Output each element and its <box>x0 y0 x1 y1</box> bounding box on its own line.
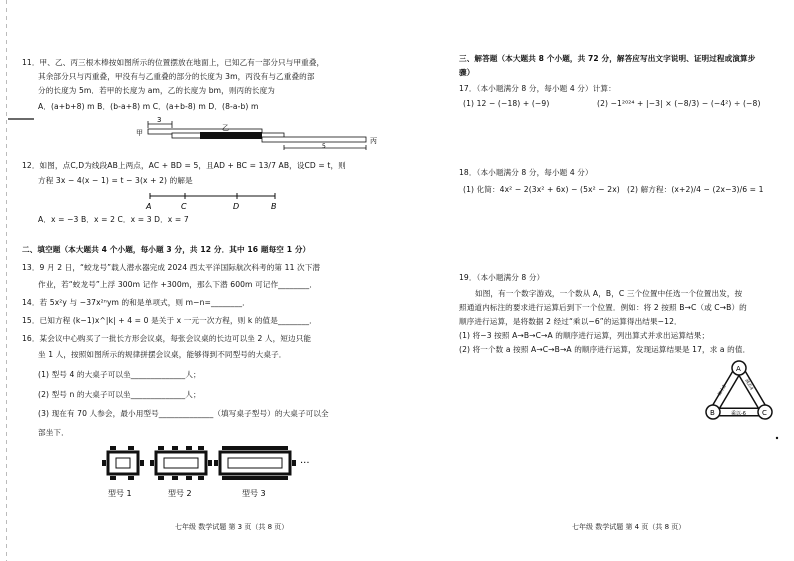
edge-ac-label: 减去4 <box>743 378 754 392</box>
model-1-label: 型号 1 <box>108 489 132 498</box>
edge-ab-label: 加上3 <box>717 384 728 397</box>
q17-title: 17．（本小题满分 8 分，每小题 4 分）计算： <box>459 84 616 93</box>
q16-line-1: 16．某会议中心购买了一批长方形会议桌，每张会议桌的长边可以坐 2 人，短边只能 <box>22 334 312 343</box>
q17-part-1: (1) 12 − (−18) + (−9) <box>463 99 550 108</box>
binding-line <box>6 0 7 561</box>
q11-options: A．(a+b+8) m B．(b-a+8) m C．(a+b-8) m D．(8-a-b) m <box>38 102 259 111</box>
q19-line-3: 顺序进行运算，是将数据 2 经过“乘以−6”的运算得出结果−12． <box>459 317 682 326</box>
model-3-label: 型号 3 <box>242 489 266 498</box>
q19-triangle-figure <box>707 360 787 430</box>
q18-title: 18．（本小题满分 8 分，每小题 4 分） <box>459 168 593 177</box>
footer-page-3: 七年级 数学试题 第 3 页（共 8 页） <box>175 523 289 531</box>
more-ellipsis: ··· <box>300 458 310 469</box>
q11-line-3: 分的长度为 5m．若甲的长度为 am，乙的长度为 bm，则丙的长度为 <box>38 86 275 95</box>
q14: 14．若 5x²y 与 −37x²ⁿym 的和是单项式，则 m−n=________． <box>22 298 250 307</box>
q11-label-bing: 丙 <box>370 137 377 145</box>
point-a: A <box>146 202 152 211</box>
q16-part-2: (2) 型号 n 的大桌子可以坐______________人； <box>38 390 201 399</box>
table-model-3 <box>214 446 296 480</box>
q18-part-2: (2) 解方程：(x+2)/4 − (2x−3)/6 = 1 <box>627 185 764 194</box>
overlap-shade <box>200 132 262 139</box>
point-c: C <box>181 202 187 211</box>
point-d: D <box>233 202 240 211</box>
q11-label-3: 3 <box>157 116 162 124</box>
q16-line-2: 坐 1 人，按照如图所示的规律拼摆会议桌，能够得到不同型号的大桌子． <box>38 350 287 359</box>
q19-line-2: 照通道内标注的要求进行运算后到下一个位置．例如：将 2 按照 B→C（或 C→B）的 <box>459 303 747 312</box>
footer-page-4: 七年级 数学试题 第 4 页（共 8 页） <box>572 523 686 531</box>
node-c-label: C <box>762 409 767 417</box>
model-2-label: 型号 2 <box>168 489 192 498</box>
q16-table-figure <box>100 442 400 517</box>
section-3-heading-2: 骤） <box>459 68 475 77</box>
q16-part-3-cont: 部坐下． <box>38 428 69 437</box>
q18-part-1: (1) 化简：4x² − 2(3x² + 6x) − (5x² − 2x) <box>463 185 620 194</box>
q19-line-1: 如图，有一个数字游戏，一个数从 A，B，C 三个位置中任选一个位置出发，按 <box>475 289 743 298</box>
q16-part-1: (1) 型号 4 的大桌子可以坐______________人； <box>38 370 201 379</box>
q11-line-1: 11．甲、乙、丙三根木棒按如图所示的位置摆放在地面上，已知乙有一部分只与甲重叠， <box>22 58 325 67</box>
page-4 <box>397 0 794 561</box>
q19-part-2: (2) 将一个数 a 按照 A→C→B→A 的顺序进行运算，发现运算结果是 17，求 a 的值． <box>459 345 751 354</box>
q19-title: 19．（本小题满分 8 分） <box>459 273 545 282</box>
node-a-label: A <box>736 365 741 373</box>
node-b-label: B <box>710 409 715 417</box>
q11-label-5: 5 <box>322 143 326 150</box>
edge-bc-label: 乘以-6 <box>731 411 746 417</box>
table-model-1 <box>102 446 144 480</box>
section-2-heading: 二、填空题（本大题共 4 个小题，每小题 3 分，共 12 分．其中 16 题每空 1 分） <box>22 245 311 254</box>
q11-stick-figure <box>0 112 397 152</box>
q11-label-yi: 乙 <box>222 124 229 132</box>
section-3-heading-1: 三、解答题（本大题共 8 个小题，共 72 分，解答应写出文字说明、证明过程或演算步 <box>459 54 756 63</box>
q12-line-2: 方程 3x − 4(x − 1) = t − 3(x + 2) 的解是 <box>38 176 193 185</box>
q16-part-3: (3) 现在有 70 人参会，最小用型号______________（填写桌子型号）的大桌子可以全 <box>38 409 329 418</box>
q15: 15．已知方程 (k−1)x^|k| + 4 = 0 是关于 x 一元一次方程，则 k 的值是________． <box>22 316 317 325</box>
q11-label-jia: 甲 <box>136 129 143 137</box>
table-model-2 <box>150 446 212 480</box>
q12-options: A．x = −3 B．x = 2 C．x = 3 D．x = 7 <box>38 215 189 224</box>
q12-line-1: 12．如图，点C,D为线段AB上两点，AC + BD = 5，且AD + BC = 13/7 AB，设CD = t，则 <box>22 161 346 170</box>
q13-line-2: 作业，若“蛟龙号”上浮 300m 记作 +300m，那么下潜 600m 可记作________． <box>38 280 318 289</box>
q12-segment-figure <box>140 190 300 212</box>
q13-line-1: 13．9 月 2 日，“蛟龙号”载人潜水器完成 2024 西太平洋国际航次科考的第 11 次下潜 <box>22 263 321 272</box>
q19-part-1: (1) 将−3 按照 A→B→C→A 的顺序进行运算，列出算式并求出运算结果； <box>459 331 710 340</box>
stick-bing <box>262 137 366 142</box>
q17-part-2: (2) −1²⁰²⁴ + |−3| × (−8/3) − (−4²) ÷ (−8) <box>597 99 761 108</box>
q11-line-2: 其余部分只与丙重叠，甲没有与乙重叠的部分的长度为 3m，丙没有与乙重叠的部 <box>38 72 315 81</box>
point-b: B <box>271 202 277 211</box>
